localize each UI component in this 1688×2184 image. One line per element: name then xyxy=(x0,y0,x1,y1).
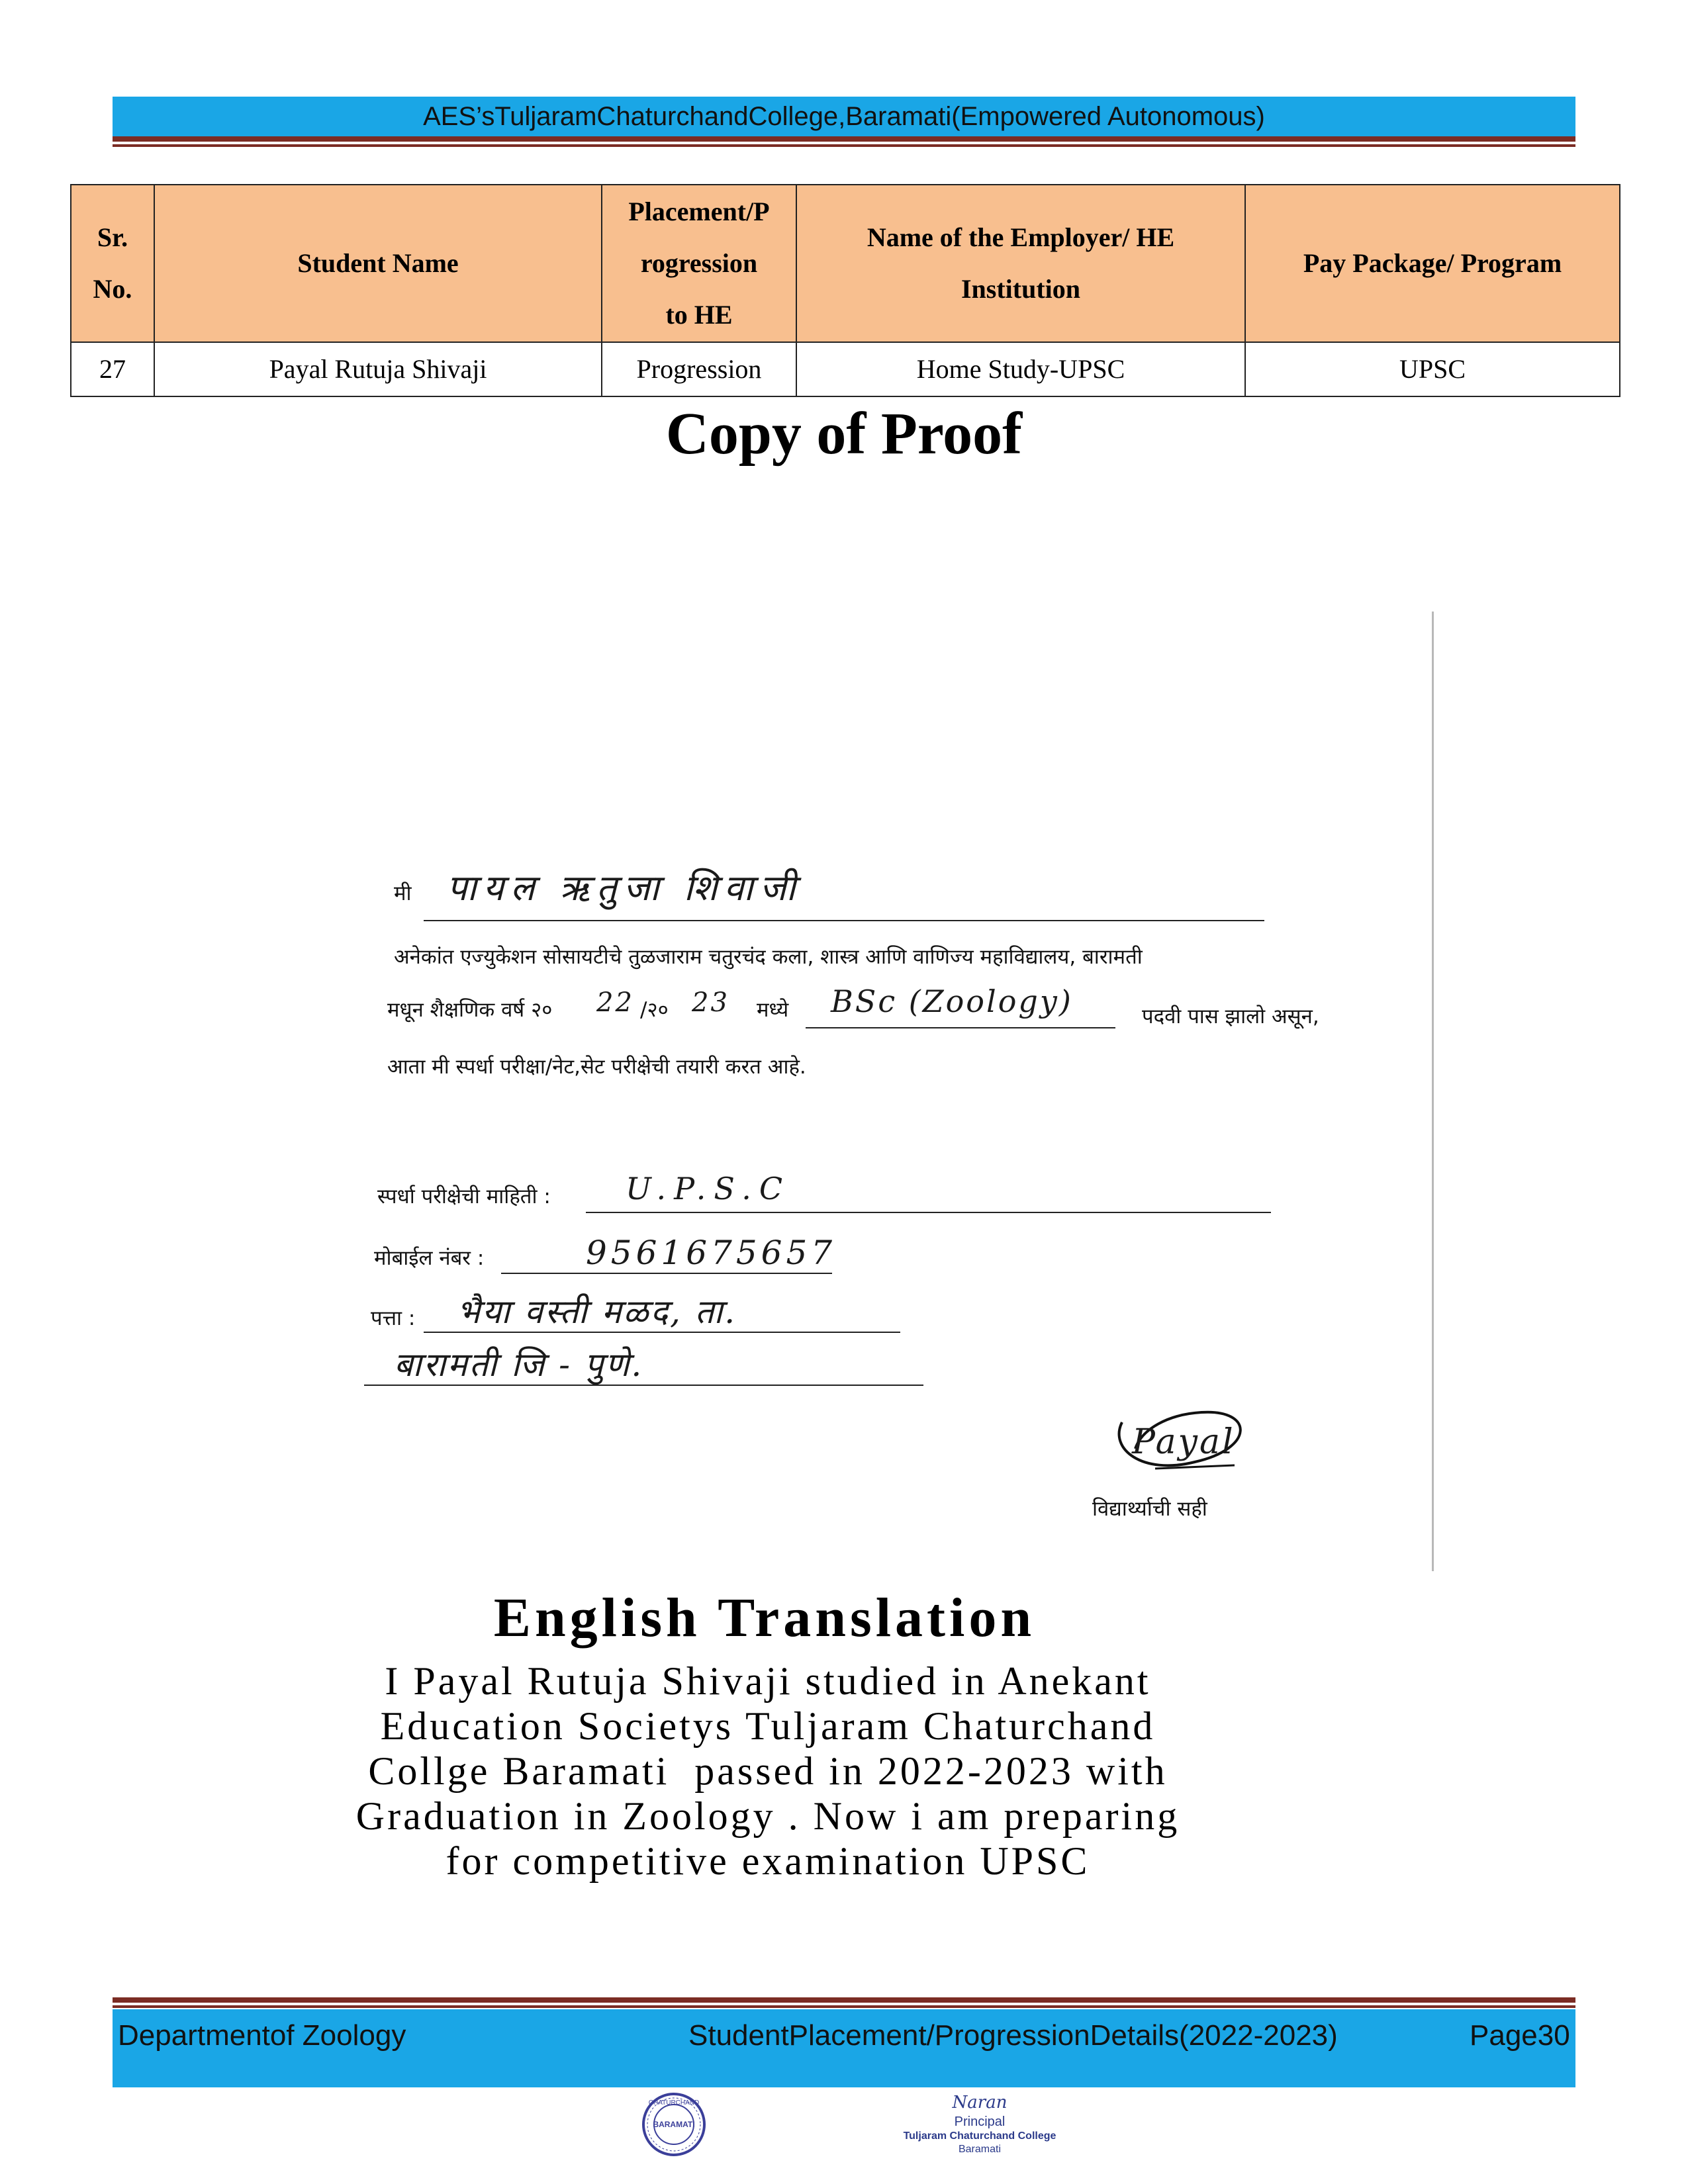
form-exam-handwritten: U.P.S.C xyxy=(626,1171,791,1206)
scanned-proof-form xyxy=(255,612,1433,1571)
cell-placement: Progression xyxy=(602,342,796,396)
form-exam-label: स्पर्धा परीक्षेची माहिती : xyxy=(377,1185,551,1208)
form-address-line1-handwritten: भैया वस्ती मळद, ता. xyxy=(457,1293,737,1331)
signature-text: Payal xyxy=(1132,1422,1235,1462)
form-name-handwritten: पायल ऋतुजा शिवाजी xyxy=(447,867,802,909)
translation-body xyxy=(132,1659,1403,1884)
form-address-line2-underline xyxy=(364,1385,923,1386)
principal-signature: Naran xyxy=(952,2093,1008,2113)
principal-stamp xyxy=(880,2091,1079,2171)
translation-line: Graduation in Zoology . Now i am preparing xyxy=(355,1794,1180,1838)
form-mobile-label: मोबाईल नंबर : xyxy=(374,1246,485,1270)
proof-title: Copy of Proof xyxy=(665,401,1023,467)
translation-line: I Payal Rutuja Shivaji studied in Anekant xyxy=(385,1659,1151,1703)
form-line4-text: आता मी स्पर्धा परीक्षा/नेट,सेट परीक्षेची तयारी करत आहे. xyxy=(387,1055,806,1079)
form-year-end: 23 xyxy=(692,987,729,1018)
college-seal xyxy=(641,2091,707,2158)
col-header-pay-package: Pay Package/ Program xyxy=(1245,185,1620,342)
form-mobile-underline xyxy=(501,1273,832,1274)
form-line3-text-c: मध्ये xyxy=(757,998,789,1022)
placement-table xyxy=(70,184,1620,397)
footer-center-title: StudentPlacement/ProgressionDetails(2022-2023) xyxy=(688,2019,1338,2052)
form-line1-underline xyxy=(424,920,1264,921)
translation-line: Education Societys Tuljaram Chaturchand xyxy=(380,1704,1156,1748)
footer-rule-thick xyxy=(113,1997,1575,2003)
seal-center-text: BARAMATI xyxy=(653,2120,695,2129)
table-row xyxy=(71,342,1620,396)
footer-page-number: Page30 xyxy=(1470,2019,1570,2052)
col-header-student-name: Student Name xyxy=(154,185,602,342)
form-degree-underline xyxy=(806,1027,1115,1028)
footer-department: Departmentof Zoology xyxy=(118,2019,406,2052)
header-title: AES’sTuljaramChaturchandCollege,Baramati(Empowered Autonomous) xyxy=(423,102,1265,131)
student-signature xyxy=(1102,1402,1254,1482)
footer-rule-thin xyxy=(113,2005,1575,2008)
translation-line: Collge Baramati passed in 2022-2023 with xyxy=(368,1749,1168,1793)
form-exam-underline xyxy=(586,1212,1271,1213)
form-year-start: 22 xyxy=(596,987,634,1018)
form-mobile-handwritten: 9561675657 xyxy=(586,1234,837,1272)
cell-employer: Home Study-UPSC xyxy=(796,342,1245,396)
translation-title: English Translation xyxy=(493,1587,1036,1649)
col-header-sr-no: Sr. No. xyxy=(71,185,154,342)
cell-pay-package: UPSC xyxy=(1245,342,1620,396)
form-line3-text-a: मधून शैक्षणिक वर्ष २० xyxy=(387,998,553,1022)
form-line2-text: अनेकांत एज्युकेशन सोसायटीचे तुळजाराम चतुरचंद कला, शास्त्र आणि वाणिज्य महाविद्यालय, बारामती xyxy=(394,945,1143,969)
principal-place: Baramati xyxy=(958,2144,1002,2155)
seal-top-text: CHATURCHAND xyxy=(648,2099,700,2107)
form-line1-prefix: मी xyxy=(394,882,412,905)
cell-student-name: Payal Rutuja Shivaji xyxy=(154,342,602,396)
principal-college: Tuljaram Chaturchand College xyxy=(903,2130,1056,2142)
form-degree-handwritten: BSc (Zoology) xyxy=(831,983,1073,1019)
form-address-line2-handwritten: बारामती जि - पुणे. xyxy=(394,1345,644,1384)
col-header-placement: Placement/P rogression to HE xyxy=(602,185,796,342)
table-header-row xyxy=(71,185,1620,342)
principal-title: Principal xyxy=(954,2115,1006,2129)
col-header-employer: Name of the Employer/ HE Institution xyxy=(796,185,1245,342)
form-line3-text-b: /२० xyxy=(640,998,669,1022)
cell-sr-no: 27 xyxy=(71,342,154,396)
header-rule-thin xyxy=(113,144,1575,147)
translation-line: for competitive examination UPSC xyxy=(445,1839,1090,1883)
form-address-label: पत्ता : xyxy=(371,1306,416,1330)
scan-edge-shadow xyxy=(1432,612,1434,1571)
form-signature-label: विद्यार्थ्याची सही xyxy=(1092,1497,1207,1521)
form-line3-text-d: पदवी पास झालो असून, xyxy=(1142,1005,1319,1028)
form-address-line1-underline xyxy=(424,1332,900,1333)
header-rule-thick xyxy=(113,136,1575,142)
